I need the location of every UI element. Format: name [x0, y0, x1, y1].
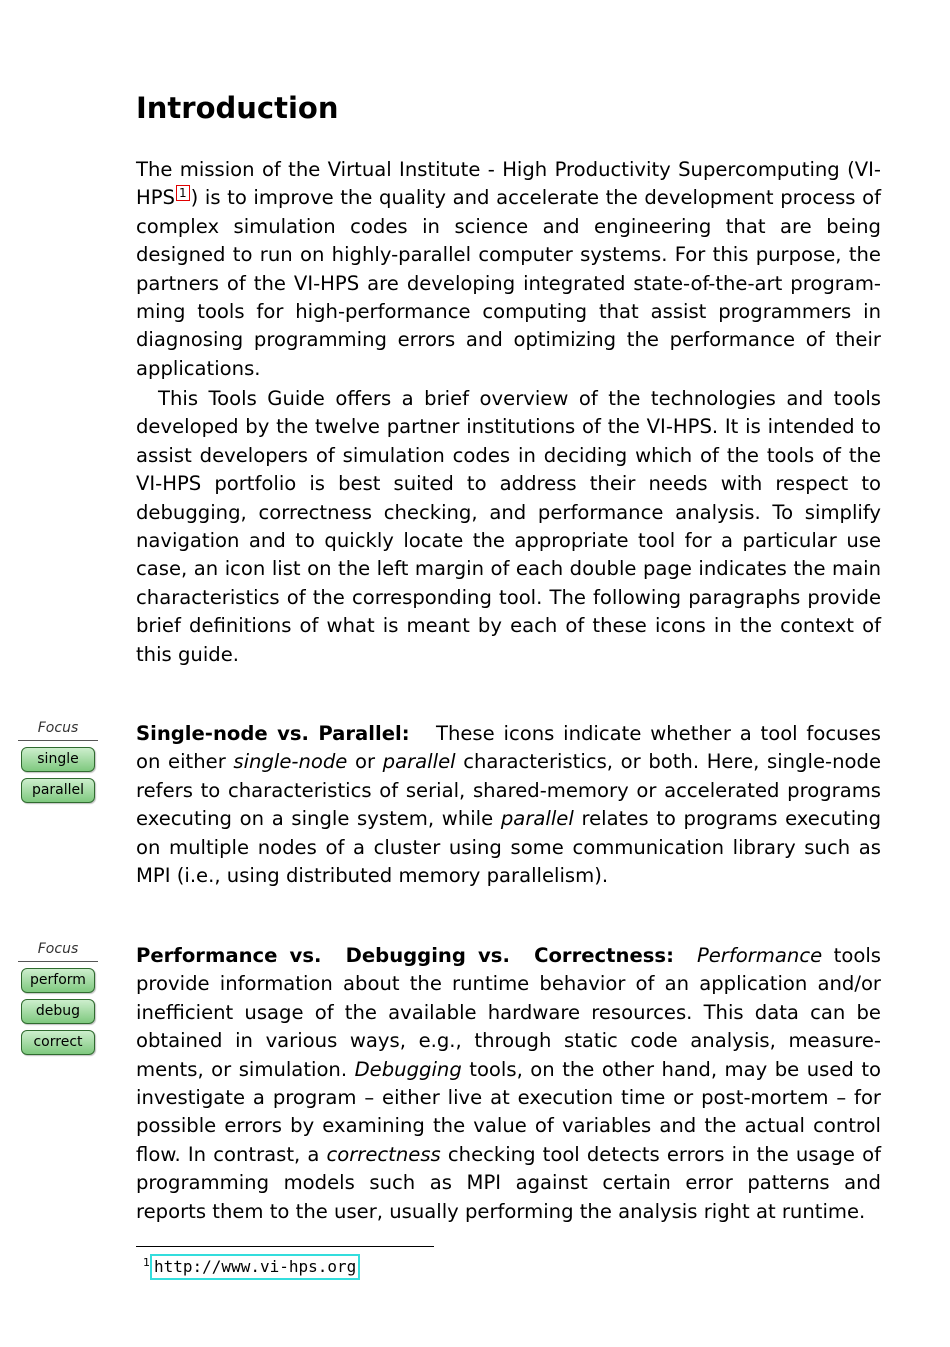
footnote-url-link[interactable]: http://www.vi-hps.org [150, 1254, 360, 1280]
footnote-mark: 1 [143, 1256, 150, 1269]
intro-text-b: ) is to improve the quality and accelerate the development process of complex simulation codes in science and engineering that are being designed to run on highly-parallel computer systems. For this purpose, the partners of the VI-HPS are developing integrated state-of-the-art programming tools for high-performance computing that assist programmers in diagnosing programming errors and optimizing the performance of their applications. [136, 186, 881, 380]
focus-margin-label: Focus [37, 720, 79, 736]
intro-text-a: The mission of the Virtual Institute - High Productivity Supercomputing (VI-HPS [136, 158, 881, 210]
emphasis-parallel: parallel [382, 750, 456, 774]
parallel-badge-icon: parallel [21, 778, 95, 803]
text-run: characteristics, or both. Here, single-node refers to characteristics of serial, shared-memory or accelerated programs executing on a single system, while [136, 750, 881, 831]
focus-icons-group-2 [18, 940, 98, 1061]
intro-paragraph-1 [136, 156, 881, 383]
page-title: Introduction [136, 91, 339, 125]
footnote-divider [136, 1246, 434, 1247]
text-run: or [347, 750, 383, 774]
text-run: tools, on the other hand, may be used to investigate a program – either live at execution time or post-mortem – for possible errors by examining the value of variables and the actual control flow. In contrast, a [136, 1057, 881, 1166]
debug-badge-icon: debug [21, 999, 95, 1024]
single-vs-parallel-paragraph [136, 720, 881, 890]
focus-icons-group-1 [18, 719, 98, 809]
text-run: tools provide information about the runtime behavior of an application and/or inefficient usage of the available hardware resources. This data can be obtained in various ways, e.g., through static code analysis, measurements, or simulation. [136, 944, 881, 1081]
perform-badge-icon: perform [21, 968, 95, 993]
single-badge-icon: single [21, 747, 95, 772]
emphasis-performance: Performance [696, 944, 823, 967]
emphasis-parallel: parallel [500, 807, 574, 831]
performance-debugging-correctness-paragraph [136, 942, 881, 1226]
footnote [143, 1250, 360, 1280]
text-run: These icons indicate whether a tool focuses on either [136, 722, 881, 774]
single-vs-parallel-heading: Single-node vs. Parallel: [136, 722, 410, 745]
emphasis-debugging: Debugging [354, 1057, 462, 1081]
margin-divider [18, 961, 98, 962]
emphasis-correctness: correctness [326, 1142, 441, 1166]
text-run: checking tool detects errors in the usage of programming models such as MPI against certain error patterns and reports them to the user, usually performing the analysis right at runtime. [136, 1142, 881, 1223]
text-run: relates to programs executing on multiple nodes of a cluster using some communication library such as MPI (i.e., using distributed memory parallelism). [136, 807, 882, 888]
performance-debugging-correctness-heading: Performance vs. Debugging vs. Correctness: [136, 944, 674, 967]
emphasis-single-node: single-node [233, 750, 348, 774]
footnote-reference-link[interactable]: 1 [176, 185, 190, 201]
margin-divider [18, 740, 98, 741]
intro-paragraph-2: This Tools Guide offers a brief overview of the technologies and tools developed by the twelve partner institutions of the VI-HPS. It is intended to assist developers of simulation codes in deciding which of the tools of the VI-HPS portfolio is best suited to address their needs with respect to debugging, correctness checking, and performance analysis. To simplify navigation and to quickly locate the appropriate tool for a particular use case, an icon list on the left margin of each double page indicates the main characteristics of the corresponding tool. The following paragraphs provide brief definitions of what is meant by each of these icons in the context of this guide. [136, 387, 881, 666]
focus-margin-label: Focus [37, 941, 79, 957]
correct-badge-icon: correct [21, 1030, 95, 1055]
